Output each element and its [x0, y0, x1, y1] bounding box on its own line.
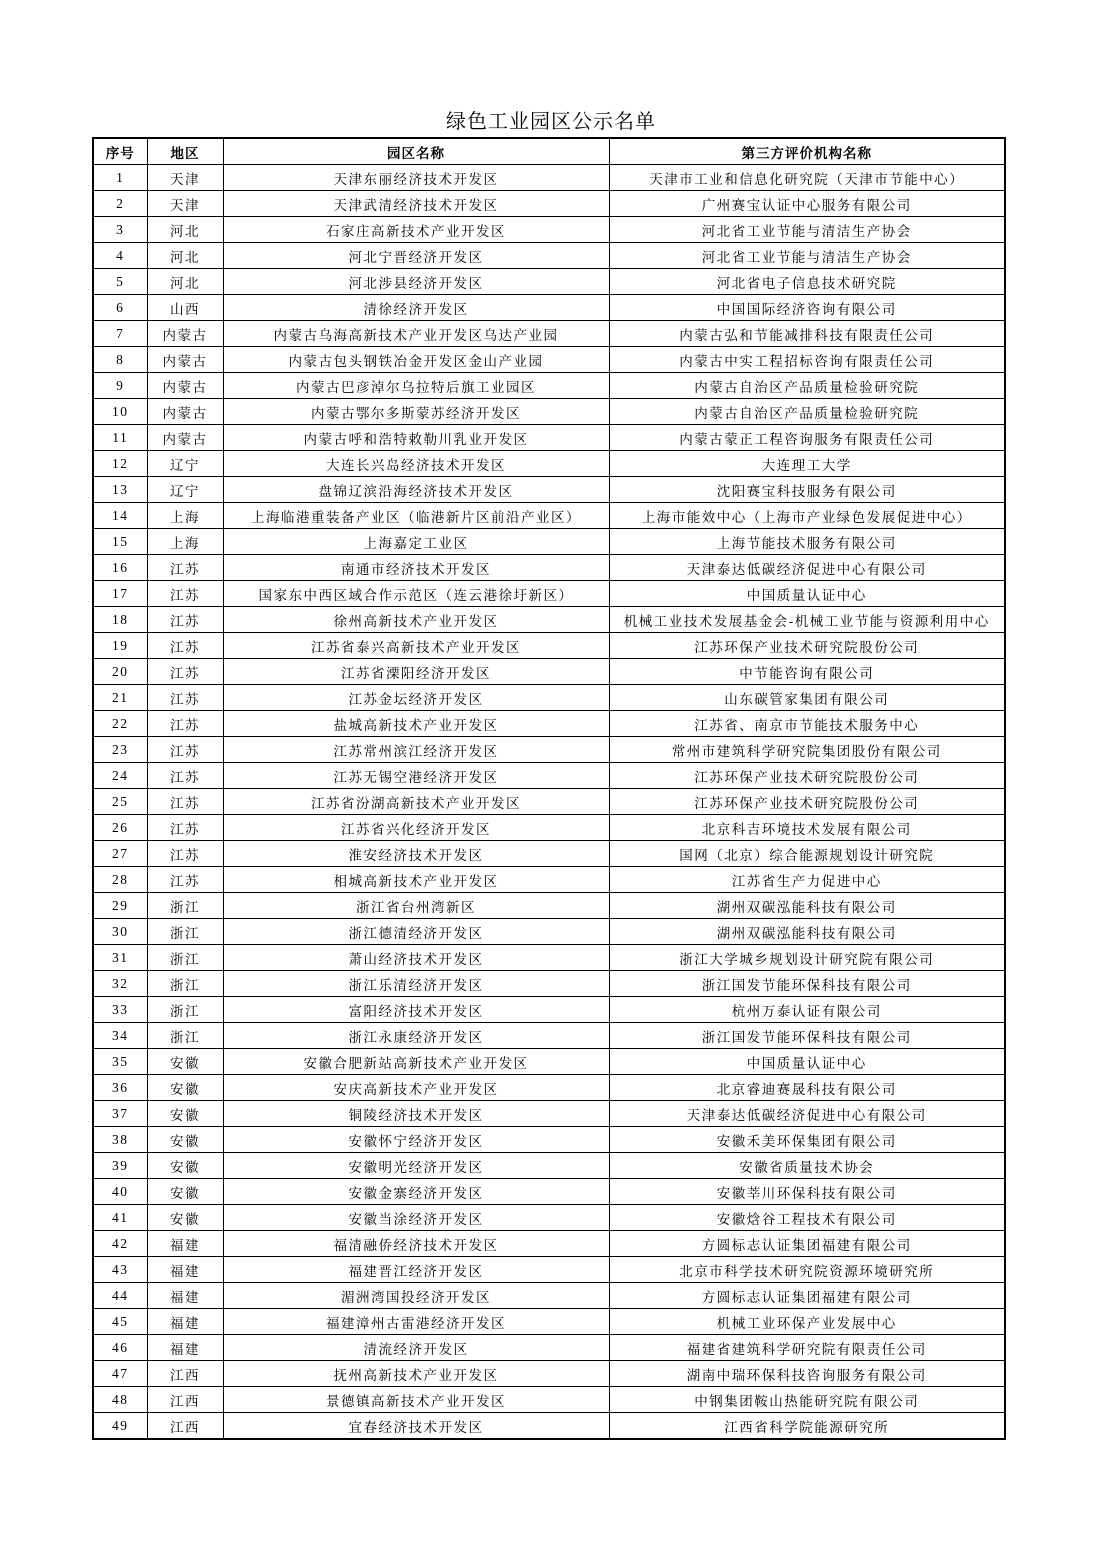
cell-park-name: 福建晋江经济开发区	[223, 1257, 609, 1283]
cell-evaluator: 方圆标志认证集团福建有限公司	[609, 1231, 1005, 1257]
cell-evaluator: 北京市科学技术研究院资源环境研究所	[609, 1257, 1005, 1283]
cell-evaluator: 江西省科学院能源研究所	[609, 1413, 1005, 1440]
cell-region: 河北	[147, 269, 223, 295]
cell-evaluator: 中国质量认证中心	[609, 1049, 1005, 1075]
cell-no: 21	[93, 685, 147, 711]
cell-region: 天津	[147, 165, 223, 191]
page-title: 绿色工业园区公示名单	[446, 109, 656, 133]
table-row	[93, 1361, 1005, 1387]
cell-evaluator: 福建省建筑科学研究院有限责任公司	[609, 1335, 1005, 1361]
cell-park-name: 内蒙古呼和浩特敕勒川乳业开发区	[223, 425, 609, 451]
cell-evaluator: 河北省工业节能与清洁生产协会	[609, 243, 1005, 269]
cell-no: 40	[93, 1179, 147, 1205]
cell-region: 安徽	[147, 1049, 223, 1075]
cell-evaluator: 安徽焓谷工程技术有限公司	[609, 1205, 1005, 1231]
cell-park-name: 江苏省溧阳经济开发区	[223, 659, 609, 685]
table-row	[93, 373, 1005, 399]
table-row	[93, 711, 1005, 737]
table-row	[93, 867, 1005, 893]
cell-region: 安徽	[147, 1101, 223, 1127]
cell-no: 36	[93, 1075, 147, 1101]
cell-evaluator: 大连理工大学	[609, 451, 1005, 477]
cell-no: 33	[93, 997, 147, 1023]
cell-park-name: 天津东丽经济技术开发区	[223, 165, 609, 191]
cell-no: 20	[93, 659, 147, 685]
cell-region: 安徽	[147, 1153, 223, 1179]
cell-evaluator: 湖州双碳泓能科技有限公司	[609, 919, 1005, 945]
cell-park-name: 天津武清经济技术开发区	[223, 191, 609, 217]
table-row	[93, 1179, 1005, 1205]
cell-region: 内蒙古	[147, 399, 223, 425]
cell-no: 49	[93, 1413, 147, 1440]
cell-no: 27	[93, 841, 147, 867]
cell-evaluator: 国网（北京）综合能源规划设计研究院	[609, 841, 1005, 867]
cell-no: 11	[93, 425, 147, 451]
cell-region: 内蒙古	[147, 373, 223, 399]
cell-park-name: 宜春经济技术开发区	[223, 1413, 609, 1440]
table-row	[93, 815, 1005, 841]
cell-no: 35	[93, 1049, 147, 1075]
cell-region: 江苏	[147, 607, 223, 633]
cell-no: 31	[93, 945, 147, 971]
cell-park-name: 浙江德清经济开发区	[223, 919, 609, 945]
cell-park-name: 内蒙古鄂尔多斯蒙苏经济开发区	[223, 399, 609, 425]
table-row	[93, 243, 1005, 269]
table-row	[93, 1153, 1005, 1179]
cell-park-name: 清流经济开发区	[223, 1335, 609, 1361]
cell-no: 23	[93, 737, 147, 763]
table-row	[93, 503, 1005, 529]
cell-region: 内蒙古	[147, 425, 223, 451]
cell-evaluator: 河北省工业节能与清洁生产协会	[609, 217, 1005, 243]
cell-evaluator: 江苏环保产业技术研究院股份公司	[609, 789, 1005, 815]
cell-park-name: 江苏省兴化经济开发区	[223, 815, 609, 841]
cell-evaluator: 河北省电子信息技术研究院	[609, 269, 1005, 295]
cell-park-name: 安徽金寨经济开发区	[223, 1179, 609, 1205]
cell-evaluator: 中国质量认证中心	[609, 581, 1005, 607]
cell-park-name: 上海嘉定工业区	[223, 529, 609, 555]
cell-no: 22	[93, 711, 147, 737]
cell-no: 32	[93, 971, 147, 997]
table-row	[93, 347, 1005, 373]
cell-region: 福建	[147, 1283, 223, 1309]
cell-park-name: 河北宁晋经济开发区	[223, 243, 609, 269]
cell-region: 江苏	[147, 737, 223, 763]
cell-no: 28	[93, 867, 147, 893]
cell-no: 10	[93, 399, 147, 425]
cell-evaluator: 中钢集团鞍山热能研究院有限公司	[609, 1387, 1005, 1413]
cell-region: 福建	[147, 1335, 223, 1361]
cell-no: 46	[93, 1335, 147, 1361]
cell-no: 6	[93, 295, 147, 321]
table-row	[93, 295, 1005, 321]
cell-park-name: 江苏省泰兴高新技术产业开发区	[223, 633, 609, 659]
cell-evaluator: 常州市建筑科学研究院集团股份有限公司	[609, 737, 1005, 763]
cell-no: 29	[93, 893, 147, 919]
table-row	[93, 633, 1005, 659]
cell-region: 江西	[147, 1413, 223, 1440]
cell-evaluator: 内蒙古自治区产品质量检验研究院	[609, 373, 1005, 399]
table-row	[93, 1023, 1005, 1049]
park-list-table	[92, 137, 1006, 1440]
table-row	[93, 269, 1005, 295]
cell-evaluator: 江苏环保产业技术研究院股份公司	[609, 763, 1005, 789]
header-park-name: 园区名称	[223, 138, 609, 165]
table-row	[93, 607, 1005, 633]
table-row	[93, 1231, 1005, 1257]
cell-park-name: 河北涉县经济开发区	[223, 269, 609, 295]
cell-region: 辽宁	[147, 477, 223, 503]
cell-park-name: 景德镇高新技术产业开发区	[223, 1387, 609, 1413]
cell-region: 江苏	[147, 633, 223, 659]
cell-no: 12	[93, 451, 147, 477]
table-body	[93, 165, 1005, 1440]
table-row	[93, 555, 1005, 581]
cell-park-name: 内蒙古巴彦淖尔乌拉特后旗工业园区	[223, 373, 609, 399]
cell-park-name: 福建漳州古雷港经济开发区	[223, 1309, 609, 1335]
cell-region: 安徽	[147, 1127, 223, 1153]
cell-park-name: 大连长兴岛经济技术开发区	[223, 451, 609, 477]
cell-evaluator: 安徽莘川环保科技有限公司	[609, 1179, 1005, 1205]
cell-evaluator: 中节能咨询有限公司	[609, 659, 1005, 685]
cell-region: 江苏	[147, 555, 223, 581]
cell-no: 5	[93, 269, 147, 295]
cell-no: 8	[93, 347, 147, 373]
cell-evaluator: 安徽省质量技术协会	[609, 1153, 1005, 1179]
cell-park-name: 安徽怀宁经济开发区	[223, 1127, 609, 1153]
cell-region: 福建	[147, 1257, 223, 1283]
cell-region: 江苏	[147, 867, 223, 893]
cell-no: 2	[93, 191, 147, 217]
table-row	[93, 1101, 1005, 1127]
cell-region: 江苏	[147, 711, 223, 737]
cell-evaluator: 天津泰达低碳经济促进中心有限公司	[609, 555, 1005, 581]
cell-region: 江苏	[147, 581, 223, 607]
cell-region: 内蒙古	[147, 347, 223, 373]
cell-evaluator: 北京科吉环境技术发展有限公司	[609, 815, 1005, 841]
cell-park-name: 浙江省台州湾新区	[223, 893, 609, 919]
cell-park-name: 相城高新技术产业开发区	[223, 867, 609, 893]
cell-region: 浙江	[147, 997, 223, 1023]
cell-evaluator: 机械工业技术发展基金会-机械工业节能与资源利用中心	[609, 607, 1005, 633]
table-row	[93, 217, 1005, 243]
table-row	[93, 1387, 1005, 1413]
cell-evaluator: 内蒙古弘和节能减排科技有限责任公司	[609, 321, 1005, 347]
cell-region: 辽宁	[147, 451, 223, 477]
cell-region: 浙江	[147, 919, 223, 945]
cell-park-name: 福清融侨经济技术开发区	[223, 1231, 609, 1257]
table-row	[93, 425, 1005, 451]
cell-region: 山西	[147, 295, 223, 321]
table-row	[93, 191, 1005, 217]
cell-region: 安徽	[147, 1205, 223, 1231]
cell-evaluator: 天津市工业和信息化研究院（天津市节能中心）	[609, 165, 1005, 191]
table-row	[93, 1075, 1005, 1101]
cell-park-name: 安徽当涂经济开发区	[223, 1205, 609, 1231]
table-row	[93, 945, 1005, 971]
table-row	[93, 321, 1005, 347]
cell-evaluator: 杭州万泰认证有限公司	[609, 997, 1005, 1023]
table-row	[93, 659, 1005, 685]
table-row	[93, 737, 1005, 763]
cell-no: 30	[93, 919, 147, 945]
cell-no: 17	[93, 581, 147, 607]
cell-park-name: 清徐经济开发区	[223, 295, 609, 321]
cell-evaluator: 内蒙古蒙正工程咨询服务有限责任公司	[609, 425, 1005, 451]
table-row	[93, 1309, 1005, 1335]
cell-region: 福建	[147, 1309, 223, 1335]
cell-region: 内蒙古	[147, 321, 223, 347]
cell-no: 26	[93, 815, 147, 841]
table-row	[93, 165, 1005, 191]
cell-no: 13	[93, 477, 147, 503]
cell-region: 上海	[147, 503, 223, 529]
cell-no: 45	[93, 1309, 147, 1335]
cell-no: 18	[93, 607, 147, 633]
cell-evaluator: 天津泰达低碳经济促进中心有限公司	[609, 1101, 1005, 1127]
cell-evaluator: 江苏环保产业技术研究院股份公司	[609, 633, 1005, 659]
table-row	[93, 763, 1005, 789]
cell-region: 浙江	[147, 1023, 223, 1049]
cell-no: 16	[93, 555, 147, 581]
cell-region: 江西	[147, 1387, 223, 1413]
cell-evaluator: 浙江大学城乡规划设计研究院有限公司	[609, 945, 1005, 971]
table-row	[93, 1049, 1005, 1075]
cell-region: 浙江	[147, 893, 223, 919]
cell-park-name: 内蒙古包头钢铁冶金开发区金山产业园	[223, 347, 609, 373]
cell-evaluator: 上海市能效中心（上海市产业绿色发展促进中心）	[609, 503, 1005, 529]
cell-region: 江苏	[147, 841, 223, 867]
cell-evaluator: 浙江国发节能环保科技有限公司	[609, 971, 1005, 997]
cell-park-name: 上海临港重装备产业区（临港新片区前沿产业区）	[223, 503, 609, 529]
cell-no: 44	[93, 1283, 147, 1309]
cell-no: 19	[93, 633, 147, 659]
cell-park-name: 石家庄高新技术产业开发区	[223, 217, 609, 243]
cell-region: 江西	[147, 1361, 223, 1387]
cell-no: 43	[93, 1257, 147, 1283]
cell-park-name: 湄洲湾国投经济开发区	[223, 1283, 609, 1309]
cell-region: 安徽	[147, 1075, 223, 1101]
cell-region: 上海	[147, 529, 223, 555]
cell-park-name: 江苏无锡空港经济开发区	[223, 763, 609, 789]
cell-evaluator: 江苏省、南京市节能技术服务中心	[609, 711, 1005, 737]
table-row	[93, 451, 1005, 477]
cell-evaluator: 内蒙古中实工程招标咨询有限责任公司	[609, 347, 1005, 373]
cell-no: 39	[93, 1153, 147, 1179]
cell-evaluator: 内蒙古自治区产品质量检验研究院	[609, 399, 1005, 425]
cell-park-name: 盐城高新技术产业开发区	[223, 711, 609, 737]
cell-park-name: 安徽合肥新站高新技术产业开发区	[223, 1049, 609, 1075]
cell-evaluator: 中国国际经济咨询有限公司	[609, 295, 1005, 321]
cell-region: 江苏	[147, 685, 223, 711]
cell-evaluator: 山东碳管家集团有限公司	[609, 685, 1005, 711]
cell-no: 14	[93, 503, 147, 529]
cell-no: 41	[93, 1205, 147, 1231]
cell-no: 34	[93, 1023, 147, 1049]
header-region: 地区	[147, 138, 223, 165]
table-row	[93, 1283, 1005, 1309]
cell-evaluator: 江苏省生产力促进中心	[609, 867, 1005, 893]
cell-region: 江苏	[147, 815, 223, 841]
table-row	[93, 1257, 1005, 1283]
table-row	[93, 685, 1005, 711]
cell-no: 47	[93, 1361, 147, 1387]
cell-evaluator: 机械工业环保产业发展中心	[609, 1309, 1005, 1335]
cell-evaluator: 浙江国发节能环保科技有限公司	[609, 1023, 1005, 1049]
cell-park-name: 铜陵经济技术开发区	[223, 1101, 609, 1127]
table-row	[93, 1413, 1005, 1440]
cell-evaluator: 上海节能技术服务有限公司	[609, 529, 1005, 555]
cell-region: 浙江	[147, 971, 223, 997]
table-row	[93, 971, 1005, 997]
cell-park-name: 富阳经济技术开发区	[223, 997, 609, 1023]
cell-region: 天津	[147, 191, 223, 217]
cell-no: 9	[93, 373, 147, 399]
cell-park-name: 内蒙古乌海高新技术产业开发区乌达产业园	[223, 321, 609, 347]
cell-region: 福建	[147, 1231, 223, 1257]
cell-park-name: 江苏常州滨江经济开发区	[223, 737, 609, 763]
cell-region: 江苏	[147, 789, 223, 815]
cell-region: 河北	[147, 217, 223, 243]
table-header-row	[93, 138, 1005, 165]
table-row	[93, 477, 1005, 503]
cell-park-name: 萧山经济技术开发区	[223, 945, 609, 971]
table-row	[93, 1205, 1005, 1231]
cell-no: 3	[93, 217, 147, 243]
cell-park-name: 浙江永康经济开发区	[223, 1023, 609, 1049]
cell-no: 25	[93, 789, 147, 815]
cell-evaluator: 安徽禾美环保集团有限公司	[609, 1127, 1005, 1153]
cell-park-name: 淮安经济技术开发区	[223, 841, 609, 867]
cell-park-name: 国家东中西区域合作示范区（连云港徐圩新区）	[223, 581, 609, 607]
cell-park-name: 江苏金坛经济开发区	[223, 685, 609, 711]
cell-region: 安徽	[147, 1179, 223, 1205]
table-row	[93, 399, 1005, 425]
cell-evaluator: 北京睿迪赛晟科技有限公司	[609, 1075, 1005, 1101]
header-no: 序号	[93, 138, 147, 165]
cell-no: 37	[93, 1101, 147, 1127]
cell-park-name: 安庆高新技术产业开发区	[223, 1075, 609, 1101]
cell-no: 7	[93, 321, 147, 347]
table-row	[93, 997, 1005, 1023]
cell-no: 42	[93, 1231, 147, 1257]
header-evaluator: 第三方评价机构名称	[609, 138, 1005, 165]
cell-no: 15	[93, 529, 147, 555]
table-row	[93, 1127, 1005, 1153]
cell-no: 1	[93, 165, 147, 191]
cell-region: 江苏	[147, 763, 223, 789]
cell-park-name: 徐州高新技术产业开发区	[223, 607, 609, 633]
cell-no: 38	[93, 1127, 147, 1153]
cell-park-name: 浙江乐清经济开发区	[223, 971, 609, 997]
cell-evaluator: 湖州双碳泓能科技有限公司	[609, 893, 1005, 919]
table-row	[93, 841, 1005, 867]
cell-region: 浙江	[147, 945, 223, 971]
cell-evaluator: 方圆标志认证集团福建有限公司	[609, 1283, 1005, 1309]
cell-evaluator: 沈阳赛宝科技服务有限公司	[609, 477, 1005, 503]
cell-park-name: 抚州高新技术产业开发区	[223, 1361, 609, 1387]
cell-park-name: 江苏省汾湖高新技术产业开发区	[223, 789, 609, 815]
table-row	[93, 919, 1005, 945]
table-row	[93, 789, 1005, 815]
cell-park-name: 安徽明光经济开发区	[223, 1153, 609, 1179]
cell-park-name: 南通市经济技术开发区	[223, 555, 609, 581]
cell-no: 48	[93, 1387, 147, 1413]
cell-evaluator: 广州赛宝认证中心服务有限公司	[609, 191, 1005, 217]
table-row	[93, 893, 1005, 919]
cell-no: 24	[93, 763, 147, 789]
table-row	[93, 581, 1005, 607]
table-row	[93, 1335, 1005, 1361]
cell-park-name: 盘锦辽滨沿海经济技术开发区	[223, 477, 609, 503]
cell-evaluator: 湖南中瑞环保科技咨询服务有限公司	[609, 1361, 1005, 1387]
cell-region: 江苏	[147, 659, 223, 685]
table-row	[93, 529, 1005, 555]
cell-no: 4	[93, 243, 147, 269]
cell-region: 河北	[147, 243, 223, 269]
